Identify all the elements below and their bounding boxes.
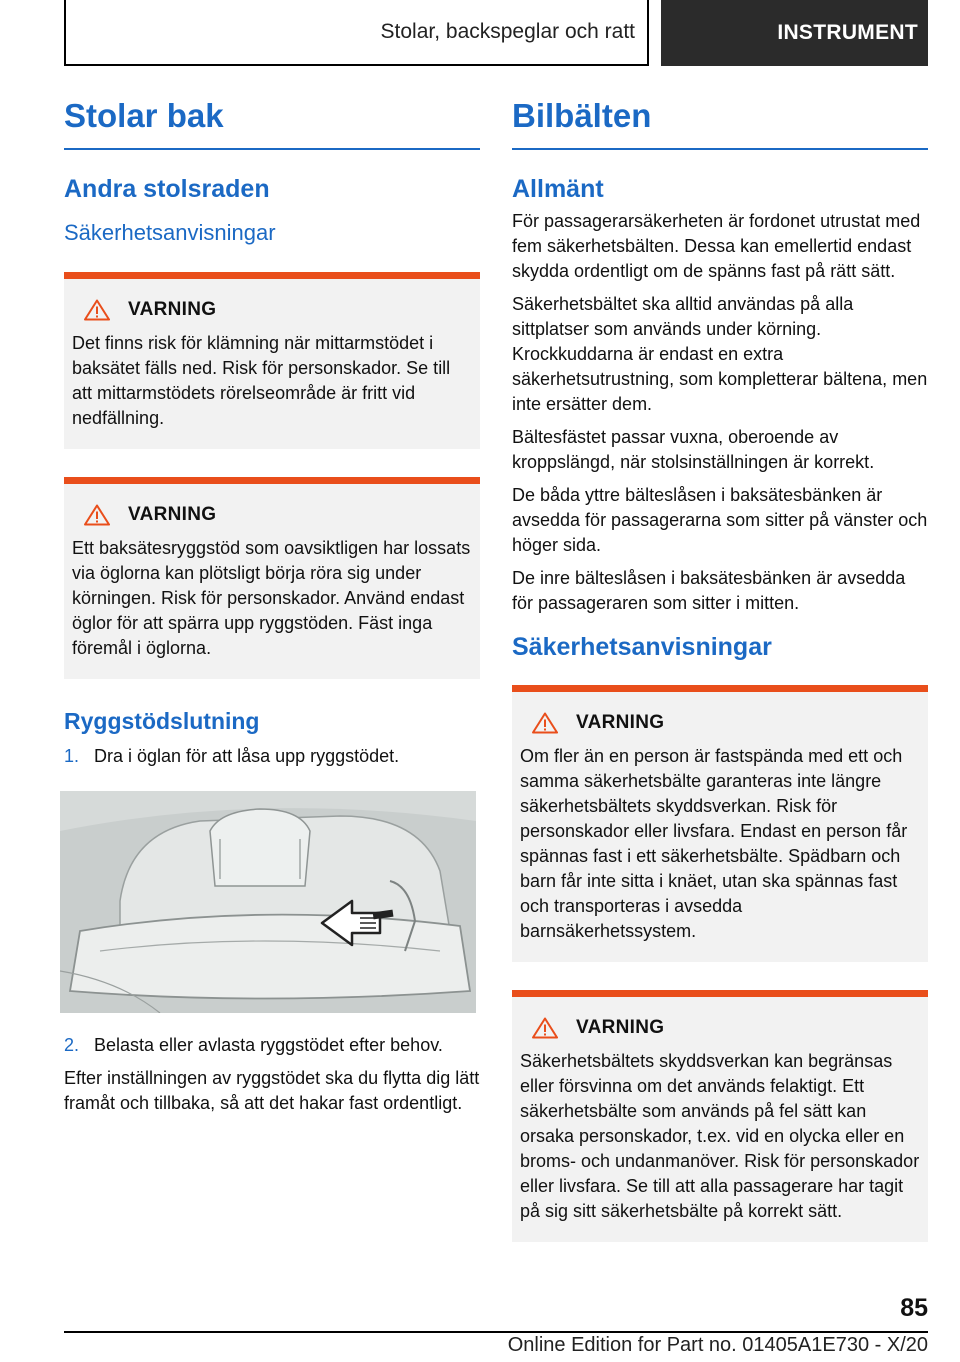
rear-seat-illustration bbox=[60, 791, 476, 1013]
warning-triangle-icon bbox=[84, 504, 110, 526]
step-text: Dra i öglan för att låsa upp ryggstödet. bbox=[94, 746, 400, 767]
section-title: Bilbälten bbox=[512, 96, 928, 150]
warning-triangle-icon bbox=[532, 1017, 558, 1039]
footer-edition: Online Edition for Part no. 01405A1E730 - X/20 bbox=[507, 1334, 928, 1356]
warning-text: Om fler än en person är fastspända med ett och samma säkerhetsbälte garanteras inte längre säkerhetsbältets skyddsverkan. Risk för personskador eller livsfara. Endast en person får spännas fast i ett säkerhetsbälte. Spädbarn och barn får inte sitta i knäet, utan ska spännas fast och transporteras i avsedda barnsäkerhetssystem. bbox=[520, 746, 908, 942]
safety-heading: Säkerhetsanvisningar bbox=[512, 632, 772, 661]
right-column bbox=[512, 96, 928, 1270]
subsection-title: Andra stolsraden bbox=[64, 174, 270, 203]
warning-label: VARNING bbox=[128, 299, 217, 321]
section-title: Stolar bak bbox=[64, 96, 480, 150]
warning-text: Säkerhetsbältets skyddsverkan kan begränsas eller försvinna om det används felaktigt. Ett säkerhetsbälte som används på fel sätt kan orsaka personskador, t.ex. vid en olycka eller en broms- och undanmanöver. Risk för personskador eller livsfara. Se till att alla passagerare har tagit på sig sitt säkerhetsbälte på korrekt sätt. bbox=[520, 1051, 920, 1222]
warning-box bbox=[64, 272, 480, 449]
warning-text: Det finns risk för klämning när mittarmstödet i baksätet fälls ned. Risk för personskador. Se till att mittarmstödets rörelseområde är fritt vid nedfällning. bbox=[72, 333, 451, 429]
list-item bbox=[64, 1033, 480, 1058]
section-tab: Stolar, backspeglar och ratt bbox=[64, 0, 649, 66]
warning-label: VARNING bbox=[128, 504, 217, 526]
warning-triangle-icon bbox=[532, 712, 558, 734]
warning-text: Ett baksätesryggstöd som oavsiktligen har lossats via öglorna kan plötsligt börja röra sig under körningen. Risk för personskador. Använd endast öglor för att spärra upp ryggstöden. Fäst inga föremål i öglorna. bbox=[72, 538, 471, 659]
backrest-heading: Ryggstödslutning bbox=[64, 708, 260, 735]
safety-heading: Säkerhetsanvisningar bbox=[64, 219, 276, 245]
chapter-tab: INSTRUMENT bbox=[661, 0, 928, 66]
rear-seat-image bbox=[60, 791, 476, 1013]
warning-box bbox=[512, 685, 928, 962]
warning-box bbox=[64, 477, 480, 679]
warning-label: VARNING bbox=[576, 1017, 665, 1039]
subsection-title: Allmänt bbox=[512, 174, 604, 203]
paragraph: Säkerhetsbältet ska alltid användas på alla sittplatser som används under körning. Krockkuddarna är endast en extra säkerhetsutrustning, som kompletterar bältena, men inte ersätter dem. bbox=[512, 293, 928, 414]
footer-divider bbox=[64, 1331, 928, 1333]
warning-label: VARNING bbox=[576, 712, 665, 734]
page-header bbox=[64, 0, 928, 66]
paragraph: För passagerarsäkerheten är fordonet utrustat med fem säkerhetsbälten. Dessa kan emellertid endast skydda ordentligt om de spänns fast på rätt sätt. bbox=[512, 210, 921, 281]
paragraph: De inre bälteslåsen i baksätesbänken är avsedda för passageraren som sitter i mitten. bbox=[512, 567, 906, 613]
paragraph: De båda yttre bälteslåsen i baksätesbänken är avsedda för passagerarna som sitter på vänster och höger sida. bbox=[512, 484, 928, 555]
paragraph: Efter inställningen av ryggstödet ska du flytta dig lätt framåt och tillbaka, så att det hakar fast ordentligt. bbox=[64, 1068, 480, 1114]
left-column bbox=[64, 96, 480, 1124]
warning-box bbox=[512, 990, 928, 1242]
warning-triangle-icon bbox=[84, 299, 110, 321]
list-item bbox=[64, 744, 480, 769]
page-number: 85 bbox=[900, 1294, 928, 1322]
paragraph: Bältesfästet passar vuxna, oberoende av kroppslängd, när stolsinställningen är korrekt. bbox=[512, 426, 875, 472]
step-text: Belasta eller avlasta ryggstödet efter behov. bbox=[94, 1035, 443, 1056]
step-number: 1. bbox=[64, 746, 80, 767]
step-number: 2. bbox=[64, 1035, 80, 1056]
